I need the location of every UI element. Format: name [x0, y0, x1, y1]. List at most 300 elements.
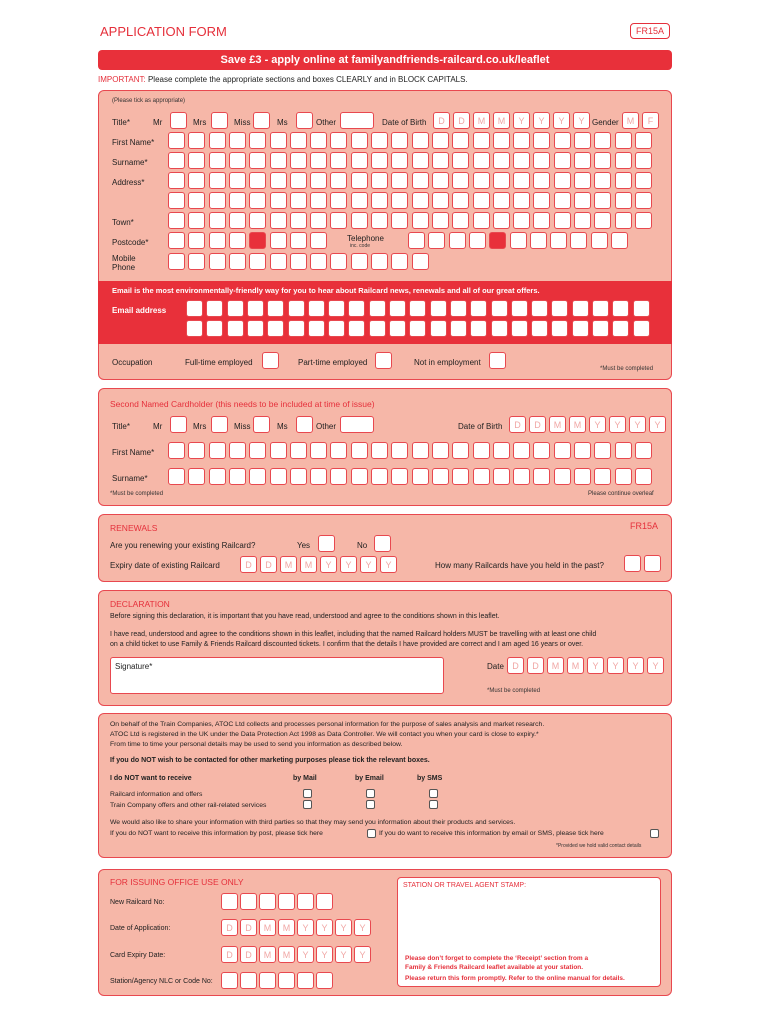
first-name-box[interactable] [168, 132, 185, 149]
telephone-box[interactable] [510, 232, 527, 249]
town-box[interactable] [412, 212, 429, 229]
dob-box[interactable]: Y [649, 416, 666, 433]
first-name-box[interactable] [635, 132, 652, 149]
email-box[interactable] [227, 300, 244, 317]
date-box[interactable]: D [507, 657, 524, 674]
mobile-box[interactable] [330, 253, 347, 270]
email-box[interactable] [470, 300, 487, 317]
first-name-box[interactable] [452, 442, 469, 459]
expiry-box[interactable]: M [280, 556, 297, 573]
town-box[interactable] [270, 212, 287, 229]
gender-box[interactable]: F [642, 112, 659, 129]
surname-box[interactable] [351, 152, 368, 169]
date-application-box[interactable]: Y [335, 919, 352, 936]
dob-box[interactable]: M [549, 416, 566, 433]
mobile-box[interactable] [270, 253, 287, 270]
mobile-box[interactable] [290, 253, 307, 270]
email-box[interactable] [328, 320, 345, 337]
surname-box[interactable] [168, 468, 185, 485]
nlc-box[interactable] [278, 972, 295, 989]
first-name-box[interactable] [574, 132, 591, 149]
third-party-post-checkbox[interactable] [367, 829, 376, 838]
email-box[interactable] [409, 320, 426, 337]
email-box[interactable] [308, 320, 325, 337]
first-name-box[interactable] [391, 442, 408, 459]
telephone-box[interactable] [611, 232, 628, 249]
mobile-box[interactable] [371, 253, 388, 270]
mobile-box[interactable] [168, 253, 185, 270]
surname-box[interactable] [574, 468, 591, 485]
town-box[interactable] [594, 212, 611, 229]
card-expiry-box[interactable]: D [221, 946, 238, 963]
address-box[interactable] [330, 192, 347, 209]
nlc-box[interactable] [240, 972, 257, 989]
address-box[interactable] [371, 192, 388, 209]
email-box[interactable] [389, 320, 406, 337]
address-box[interactable] [168, 172, 185, 189]
address-box[interactable] [270, 192, 287, 209]
email-box[interactable] [227, 320, 244, 337]
date-box[interactable]: Y [647, 657, 664, 674]
nlc-box[interactable] [221, 972, 238, 989]
first-name-box[interactable] [432, 442, 449, 459]
surname-box[interactable] [533, 152, 550, 169]
postcode-box[interactable] [290, 232, 307, 249]
mobile-box[interactable] [351, 253, 368, 270]
first-name-box[interactable] [554, 132, 571, 149]
town-box[interactable] [168, 212, 185, 229]
surname-box[interactable] [330, 152, 347, 169]
telephone-box[interactable] [530, 232, 547, 249]
email-box[interactable] [491, 300, 508, 317]
surname-box[interactable] [594, 152, 611, 169]
first-name-box[interactable] [229, 442, 246, 459]
mobile-box[interactable] [310, 253, 327, 270]
occupation-option-box[interactable] [262, 352, 279, 369]
title-option-box[interactable] [253, 416, 270, 433]
address-box[interactable] [290, 192, 307, 209]
surname-box[interactable] [554, 152, 571, 169]
title-option-box[interactable] [211, 112, 228, 129]
address-box[interactable] [513, 172, 530, 189]
surname-box[interactable] [615, 468, 632, 485]
address-box[interactable] [513, 192, 530, 209]
date-application-box[interactable]: Y [297, 919, 314, 936]
telephone-box[interactable] [591, 232, 608, 249]
opt-out-checkbox[interactable] [303, 789, 312, 798]
address-box[interactable] [351, 192, 368, 209]
surname-box[interactable] [473, 152, 490, 169]
surname-box[interactable] [635, 152, 652, 169]
first-name-box[interactable] [310, 442, 327, 459]
date-box[interactable]: Y [627, 657, 644, 674]
email-box[interactable] [450, 320, 467, 337]
dob-box[interactable]: M [473, 112, 490, 129]
address-box[interactable] [473, 172, 490, 189]
town-box[interactable] [533, 212, 550, 229]
dob-box[interactable]: Y [533, 112, 550, 129]
address-box[interactable] [412, 172, 429, 189]
surname-box[interactable] [310, 468, 327, 485]
first-name-box[interactable] [574, 442, 591, 459]
surname-box[interactable] [615, 152, 632, 169]
surname-box[interactable] [513, 152, 530, 169]
town-box[interactable] [554, 212, 571, 229]
email-box[interactable] [592, 300, 609, 317]
email-box[interactable] [450, 300, 467, 317]
mobile-box[interactable] [209, 253, 226, 270]
surname-box[interactable] [249, 152, 266, 169]
town-box[interactable] [229, 212, 246, 229]
surname-box[interactable] [351, 468, 368, 485]
opt-out-checkbox[interactable] [366, 800, 375, 809]
surname-box[interactable] [635, 468, 652, 485]
surname-box[interactable] [188, 468, 205, 485]
email-box[interactable] [511, 320, 528, 337]
town-box[interactable] [310, 212, 327, 229]
address-box[interactable] [330, 172, 347, 189]
surname-box[interactable] [249, 468, 266, 485]
surname-box[interactable] [432, 468, 449, 485]
railcard-no-box[interactable] [316, 893, 333, 910]
first-name-box[interactable] [391, 132, 408, 149]
surname-box[interactable] [188, 152, 205, 169]
dob-box[interactable]: D [529, 416, 546, 433]
email-box[interactable] [389, 300, 406, 317]
town-box[interactable] [493, 212, 510, 229]
first-name-box[interactable] [594, 442, 611, 459]
surname-box[interactable] [270, 468, 287, 485]
first-name-box[interactable] [168, 442, 185, 459]
surname-box[interactable] [452, 468, 469, 485]
email-box[interactable] [572, 300, 589, 317]
card-expiry-box[interactable]: Y [297, 946, 314, 963]
no-box[interactable] [374, 535, 391, 552]
first-name-box[interactable] [594, 132, 611, 149]
email-box[interactable] [369, 300, 386, 317]
expiry-box[interactable]: Y [360, 556, 377, 573]
email-box[interactable] [288, 320, 305, 337]
surname-box[interactable] [391, 468, 408, 485]
date-box[interactable]: Y [607, 657, 624, 674]
email-box[interactable] [206, 300, 223, 317]
first-name-box[interactable] [249, 442, 266, 459]
date-application-box[interactable]: M [259, 919, 276, 936]
first-name-box[interactable] [493, 442, 510, 459]
first-name-box[interactable] [371, 132, 388, 149]
date-box[interactable]: D [527, 657, 544, 674]
occupation-option-box[interactable] [375, 352, 392, 369]
email-box[interactable] [328, 300, 345, 317]
signature-field[interactable] [110, 657, 444, 694]
dob-box[interactable]: D [433, 112, 450, 129]
railcard-no-box[interactable] [297, 893, 314, 910]
telephone-box[interactable] [550, 232, 567, 249]
expiry-box[interactable]: Y [380, 556, 397, 573]
railcard-no-box[interactable] [259, 893, 276, 910]
first-name-box[interactable] [473, 442, 490, 459]
town-box[interactable] [615, 212, 632, 229]
date-application-box[interactable]: D [221, 919, 238, 936]
town-box[interactable] [330, 212, 347, 229]
first-name-box[interactable] [249, 132, 266, 149]
railcard-no-box[interactable] [221, 893, 238, 910]
first-name-box[interactable] [513, 442, 530, 459]
mobile-box[interactable] [229, 253, 246, 270]
email-box[interactable] [633, 320, 650, 337]
card-expiry-box[interactable]: M [259, 946, 276, 963]
town-box[interactable] [432, 212, 449, 229]
email-box[interactable] [348, 320, 365, 337]
postcode-box[interactable] [229, 232, 246, 249]
surname-box[interactable] [493, 468, 510, 485]
address-box[interactable] [452, 172, 469, 189]
email-box[interactable] [247, 300, 264, 317]
address-box[interactable] [209, 172, 226, 189]
surname-box[interactable] [330, 468, 347, 485]
email-box[interactable] [206, 320, 223, 337]
postcode-box[interactable] [188, 232, 205, 249]
expiry-box[interactable]: Y [320, 556, 337, 573]
gender-box[interactable]: M [622, 112, 639, 129]
first-name-box[interactable] [270, 442, 287, 459]
address-box[interactable] [412, 192, 429, 209]
town-box[interactable] [249, 212, 266, 229]
town-box[interactable] [188, 212, 205, 229]
email-box[interactable] [288, 300, 305, 317]
first-name-box[interactable] [615, 132, 632, 149]
surname-box[interactable] [209, 152, 226, 169]
first-name-box[interactable] [513, 132, 530, 149]
first-name-box[interactable] [188, 132, 205, 149]
town-box[interactable] [209, 212, 226, 229]
first-name-box[interactable] [493, 132, 510, 149]
town-box[interactable] [290, 212, 307, 229]
email-box[interactable] [470, 320, 487, 337]
address-box[interactable] [635, 172, 652, 189]
town-box[interactable] [635, 212, 652, 229]
first-name-box[interactable] [290, 132, 307, 149]
surname-box[interactable] [168, 152, 185, 169]
surname-box[interactable] [493, 152, 510, 169]
mobile-box[interactable] [391, 253, 408, 270]
title-option-box[interactable] [296, 112, 313, 129]
dob-box[interactable]: Y [513, 112, 530, 129]
telephone-box[interactable] [570, 232, 587, 249]
mobile-box[interactable] [249, 253, 266, 270]
dob-box[interactable]: Y [553, 112, 570, 129]
address-box[interactable] [432, 172, 449, 189]
address-box[interactable] [594, 172, 611, 189]
expiry-box[interactable]: D [260, 556, 277, 573]
address-box[interactable] [594, 192, 611, 209]
surname-box[interactable] [594, 468, 611, 485]
email-box[interactable] [531, 320, 548, 337]
address-box[interactable] [533, 172, 550, 189]
opt-out-checkbox[interactable] [303, 800, 312, 809]
mobile-box[interactable] [412, 253, 429, 270]
nlc-box[interactable] [297, 972, 314, 989]
date-application-box[interactable]: M [278, 919, 295, 936]
title-option-box[interactable] [170, 112, 187, 129]
address-box[interactable] [391, 192, 408, 209]
date-application-box[interactable]: D [240, 919, 257, 936]
title-option-box[interactable] [253, 112, 270, 129]
opt-out-checkbox[interactable] [429, 789, 438, 798]
address-box[interactable] [229, 172, 246, 189]
address-box[interactable] [249, 192, 266, 209]
town-box[interactable] [391, 212, 408, 229]
mobile-box[interactable] [188, 253, 205, 270]
first-name-box[interactable] [635, 442, 652, 459]
first-name-box[interactable] [533, 132, 550, 149]
surname-box[interactable] [290, 152, 307, 169]
telephone-box[interactable] [469, 232, 486, 249]
date-box[interactable]: M [567, 657, 584, 674]
surname-box[interactable] [270, 152, 287, 169]
address-box[interactable] [473, 192, 490, 209]
railcards-held-box[interactable] [644, 555, 661, 572]
address-box[interactable] [533, 192, 550, 209]
email-box[interactable] [369, 320, 386, 337]
surname-box[interactable] [473, 468, 490, 485]
first-name-box[interactable] [412, 132, 429, 149]
telephone-box[interactable] [428, 232, 445, 249]
card-expiry-box[interactable]: Y [354, 946, 371, 963]
town-box[interactable] [351, 212, 368, 229]
town-box[interactable] [452, 212, 469, 229]
surname-box[interactable] [391, 152, 408, 169]
dob-box[interactable]: M [493, 112, 510, 129]
date-box[interactable]: Y [587, 657, 604, 674]
address-box[interactable] [310, 172, 327, 189]
title-option-box[interactable] [211, 416, 228, 433]
email-box[interactable] [186, 320, 203, 337]
email-box[interactable] [348, 300, 365, 317]
first-name-box[interactable] [351, 442, 368, 459]
first-name-box[interactable] [209, 132, 226, 149]
dob-box[interactable]: Y [589, 416, 606, 433]
date-application-box[interactable]: Y [354, 919, 371, 936]
postcode-box[interactable] [209, 232, 226, 249]
railcard-no-box[interactable] [278, 893, 295, 910]
surname-box[interactable] [574, 152, 591, 169]
email-box[interactable] [267, 300, 284, 317]
first-name-box[interactable] [473, 132, 490, 149]
card-expiry-box[interactable]: Y [335, 946, 352, 963]
town-box[interactable] [473, 212, 490, 229]
telephone-box[interactable] [408, 232, 425, 249]
email-box[interactable] [551, 300, 568, 317]
surname-box[interactable] [412, 468, 429, 485]
email-box[interactable] [572, 320, 589, 337]
dob-box[interactable]: M [569, 416, 586, 433]
first-name-box[interactable] [270, 132, 287, 149]
dob-box[interactable]: Y [629, 416, 646, 433]
email-box[interactable] [612, 300, 629, 317]
address-box[interactable] [432, 192, 449, 209]
town-box[interactable] [513, 212, 530, 229]
card-expiry-box[interactable]: Y [316, 946, 333, 963]
surname-box[interactable] [229, 468, 246, 485]
email-box[interactable] [612, 320, 629, 337]
surname-box[interactable] [229, 152, 246, 169]
email-box[interactable] [247, 320, 264, 337]
surname-box[interactable] [432, 152, 449, 169]
email-box[interactable] [511, 300, 528, 317]
first-name-box[interactable] [452, 132, 469, 149]
town-box[interactable] [574, 212, 591, 229]
occupation-option-box[interactable] [489, 352, 506, 369]
surname-box[interactable] [371, 468, 388, 485]
address-box[interactable] [249, 172, 266, 189]
first-name-box[interactable] [290, 442, 307, 459]
dob-box[interactable]: Y [609, 416, 626, 433]
address-box[interactable] [351, 172, 368, 189]
first-name-box[interactable] [188, 442, 205, 459]
address-box[interactable] [310, 192, 327, 209]
address-box[interactable] [554, 172, 571, 189]
address-box[interactable] [209, 192, 226, 209]
email-box[interactable] [491, 320, 508, 337]
date-box[interactable]: M [547, 657, 564, 674]
address-box[interactable] [615, 172, 632, 189]
address-box[interactable] [554, 192, 571, 209]
date-application-box[interactable]: Y [316, 919, 333, 936]
first-name-box[interactable] [412, 442, 429, 459]
address-box[interactable] [188, 172, 205, 189]
email-box[interactable] [409, 300, 426, 317]
first-name-box[interactable] [229, 132, 246, 149]
nlc-box[interactable] [316, 972, 333, 989]
address-box[interactable] [229, 192, 246, 209]
email-box[interactable] [531, 300, 548, 317]
card-expiry-box[interactable]: D [240, 946, 257, 963]
yes-box[interactable] [318, 535, 335, 552]
first-name-box[interactable] [554, 442, 571, 459]
address-box[interactable] [270, 172, 287, 189]
surname-box[interactable] [209, 468, 226, 485]
card-expiry-box[interactable]: M [278, 946, 295, 963]
first-name-box[interactable] [533, 442, 550, 459]
first-name-box[interactable] [330, 132, 347, 149]
email-box[interactable] [633, 300, 650, 317]
postcode-box[interactable] [310, 232, 327, 249]
email-box[interactable] [592, 320, 609, 337]
email-box[interactable] [308, 300, 325, 317]
title-option-box[interactable] [296, 416, 313, 433]
surname-box[interactable] [290, 468, 307, 485]
nlc-box[interactable] [259, 972, 276, 989]
postcode-box[interactable] [270, 232, 287, 249]
surname-box[interactable] [412, 152, 429, 169]
address-box[interactable] [493, 192, 510, 209]
address-box[interactable] [371, 172, 388, 189]
title-option-box[interactable] [170, 416, 187, 433]
address-box[interactable] [168, 192, 185, 209]
email-box[interactable] [430, 300, 447, 317]
first-name-box[interactable] [371, 442, 388, 459]
address-box[interactable] [452, 192, 469, 209]
address-box[interactable] [391, 172, 408, 189]
address-box[interactable] [574, 172, 591, 189]
surname-box[interactable] [310, 152, 327, 169]
email-box[interactable] [186, 300, 203, 317]
first-name-box[interactable] [209, 442, 226, 459]
title-option-box[interactable] [340, 112, 374, 129]
expiry-box[interactable]: D [240, 556, 257, 573]
first-name-box[interactable] [351, 132, 368, 149]
